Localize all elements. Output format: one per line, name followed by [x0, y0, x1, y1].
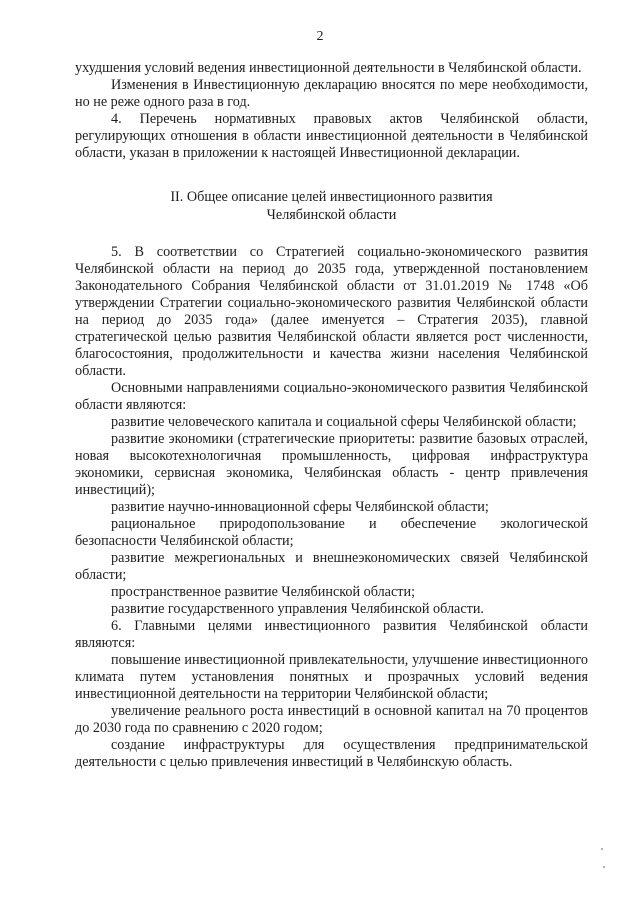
- list-item-investment-growth: увеличение реального роста инвестиций в основной капитал на 70 процентов до 2030 года по сравнению с 2020 годом;: [75, 703, 588, 736]
- list-item-governance: развитие государственного управления Челябинской области.: [111, 601, 484, 617]
- scan-speck: [603, 866, 605, 868]
- list-item-ecology: рациональное природопользование и обеспечение экологической безопасности Челябинской области;: [75, 516, 588, 549]
- paragraph-item-6: 6. Главными целями инвестиционного развития Челябинской области являются:: [75, 618, 588, 651]
- scan-speck: [601, 848, 603, 850]
- list-item-science: развитие научно-инновационной сферы Челябинской области;: [111, 499, 489, 515]
- paragraph-item-5: 5. В соответствии со Стратегией социально-экономического развития Челябинской области на период до 2035 года, утвержденной постановлением Законодательного Собрания Челябинской области от 31.01.2019 № 1748 «Об утверждении Стратегии социально-экономического развития Челябинской области на период до 2035 года» (далее именуется – Стратегия 2035), главной стратегической целью развития Челябинской области является рост численности, благосостояния, продолжительности и качества жизни населения Челябинской области.: [75, 244, 588, 379]
- paragraph-amendments: Изменения в Инвестиционную декларацию вносятся по мере необходимости, но не реже одного раза в год.: [75, 77, 588, 110]
- list-item-interregional: развитие межрегиональных и внешнеэкономических связей Челябинской области;: [75, 550, 588, 583]
- document-body: [75, 60, 588, 771]
- list-item-spatial: пространственное развитие Челябинской области;: [111, 584, 416, 600]
- list-item-human-capital: развитие человеческого капитала и социальной сферы Челябинской области;: [111, 414, 577, 430]
- paragraph-main-directions: Основными направлениями социально-экономического развития Челябинской области являются:: [75, 380, 588, 413]
- page-number: 2: [316, 29, 324, 44]
- section-heading-line-1: II. Общее описание целей инвестиционного развития: [170, 189, 493, 205]
- list-item-infrastructure: создание инфраструктуры для осуществления предпринимательской деятельности с целью привлечения инвестиций в Челябинскую область.: [75, 737, 588, 770]
- section-heading: [75, 188, 588, 224]
- paragraph-item-4: 4. Перечень нормативных правовых актов Челябинской области, регулирующих отношения в области инвестиционной деятельности в Челябинской области, указан в приложении к настоящей Инвестиционной декларации.: [75, 111, 588, 161]
- section-heading-line-2: Челябинской области: [266, 207, 397, 223]
- list-item-economy: развитие экономики (стратегические приоритеты: развитие базовых отраслей, новая высокотехнологичная промышленность, цифровая инфраструктура экономики, сервисная экономика, Челябинская область - центр привлечения инвестиций);: [75, 431, 588, 498]
- paragraph-continuation: ухудшения условий ведения инвестиционной деятельности в Челябинской области.: [75, 60, 582, 76]
- list-item-attractiveness: повышение инвестиционной привлекательности, улучшение инвестиционного климата путем установления понятных и прозрачных условий ведения инвестиционной деятельности на территории Челябинской области;: [75, 652, 588, 702]
